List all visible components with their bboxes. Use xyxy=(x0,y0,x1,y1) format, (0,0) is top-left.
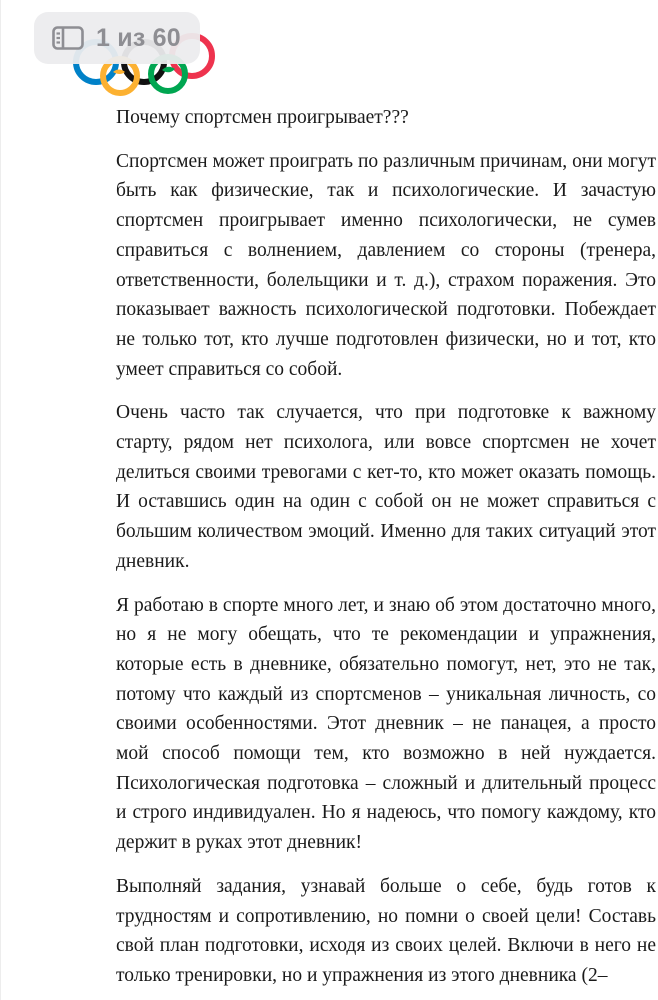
document-title: Почему спортсмен проигрывает??? xyxy=(116,107,409,128)
page-indicator-button[interactable] xyxy=(34,12,200,64)
paragraph: Спортсмен может проиграть по различным причинам, они могут быть как физические, так и психологические. И зачастую спортсмен проигрывает именно психологически, не сумев справиться с волнением, давлением со стороны (тренера, ответственности, болельщики и т. д.), страхом поражения. Это показывает важность психологической подготовки. Побеждает не только тот, кто лучше подготовлен физически, но и тот, кто умеет справиться со собой. xyxy=(116,150,656,380)
page-edge xyxy=(0,0,1,1000)
document-body xyxy=(116,103,656,991)
paragraph: Выполняй задания, узнавай больше о себе, будь готов к трудностям и сопротивлению, но помни о своей цели! Составь свой план подготовки, исходя из своих целей. Включи в него не только тренировки, но и упражнения из этого дневника (2– xyxy=(116,875,656,986)
paragraph: Я работаю в спорте много лет, и знаю об этом достаточно много, но я не могу обещать, что те рекомендации и упражнения, которые есть в дневнике, обязательно помогут, нет, это не так, потому что каждый из спортсменов – уникальная личность, со своими особенностями. Этот дневник – не панацея, а просто мой способ помощи тем, кто возможно в ней нуждается. Психологическая подготовка – сложный и длительный процесс и строго индивидуален. Но я надеюсь, что помогу каждому, кто держит в руках этот дневник! xyxy=(116,594,656,854)
paragraph: Очень часто так случается, что при подготовке к важному старту, рядом нет психолога, или вовсе спортсмен не хочет делиться своими тревогами с кет-то, кто может оказать помощь. И оставшись один на один с собой он не может справиться с большим количеством эмоций. Именно для таких ситуаций этот дневник. xyxy=(116,402,656,572)
sidebar-pages-icon xyxy=(52,26,84,50)
page-indicator-label: 1 из 60 xyxy=(96,23,181,52)
